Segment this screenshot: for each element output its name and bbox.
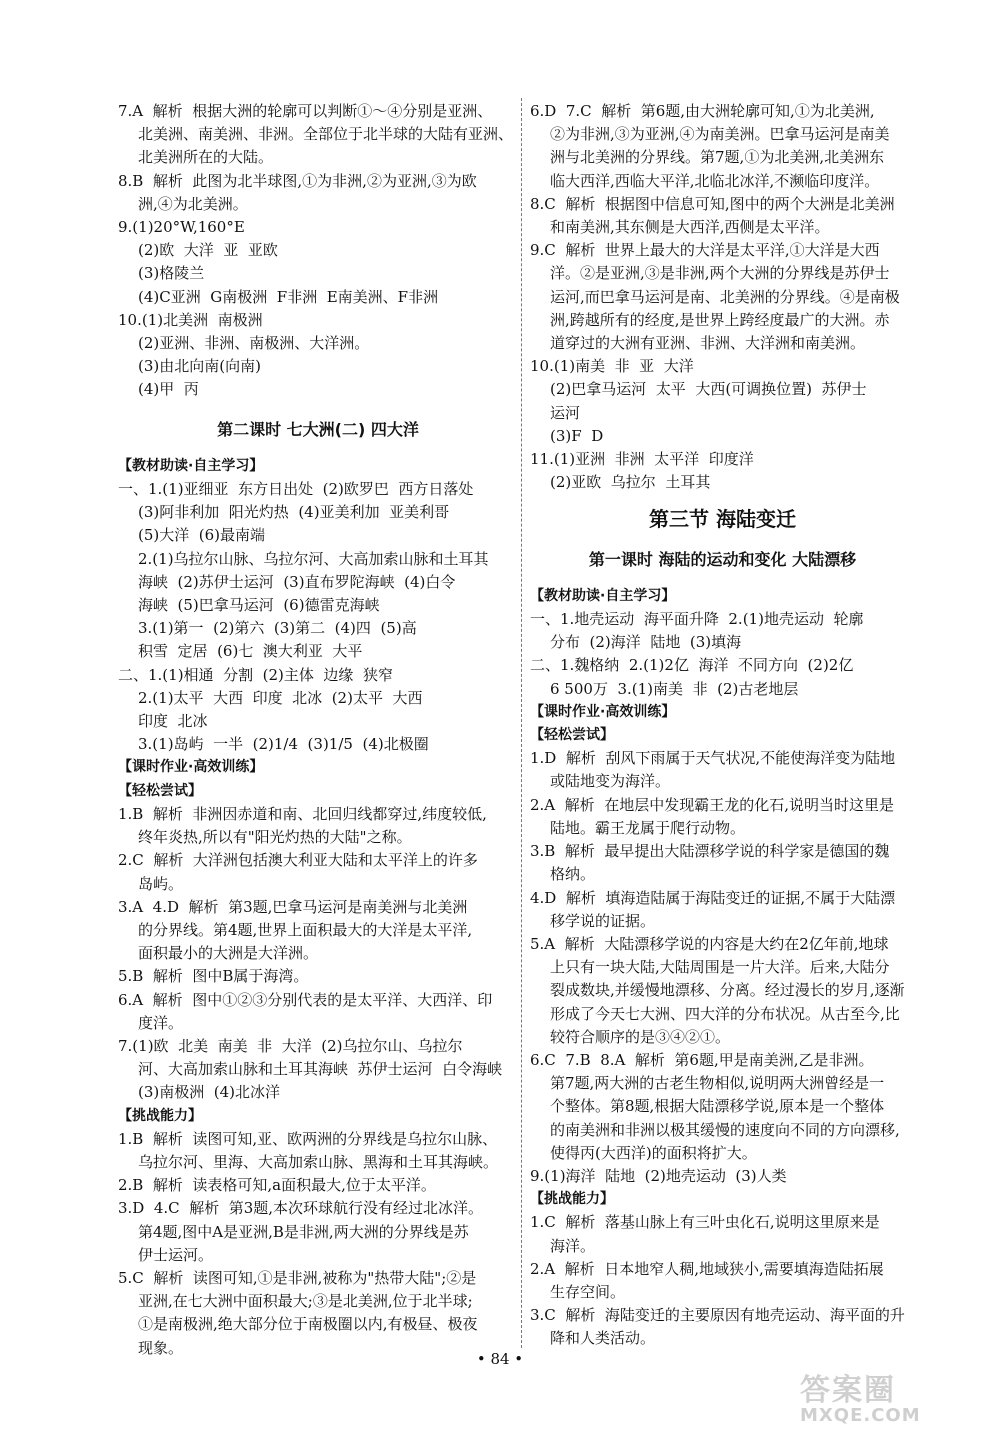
section-heading: 第三节 海陆变迁 bbox=[649, 507, 796, 532]
text-line: 一、1.地壳运动 海平面升降 2.(1)地壳运动 轮廓 bbox=[530, 610, 864, 629]
text-line: 9.C 解析 世界上最大的大洋是太平洋,①大洋是大西 bbox=[530, 241, 880, 260]
text-line: (2)亚欧 乌拉尔 土耳其 bbox=[550, 473, 711, 492]
text-line: 二、1.(1)相通 分割 (2)主体 边缘 狭窄 bbox=[118, 665, 393, 684]
text-line: 临大西洋,西临大平洋,北临北冰洋,不濒临印度洋。 bbox=[550, 171, 880, 190]
block-label: 【课时作业·高效训练】 bbox=[530, 703, 676, 720]
text-line: 河、大高加索山脉和土耳其海峡 苏伊士运河 白令海峡 bbox=[138, 1060, 503, 1079]
text-line: 5.C 解析 读图可知,①是非洲,被称为"热带大陆";②是 bbox=[118, 1268, 477, 1287]
text-line: 洲,④为北美洲。 bbox=[138, 194, 248, 213]
text-line: 3.C 解析 海陆变迁的主要原因有地壳运动、海平面的升 bbox=[530, 1306, 905, 1325]
block-label: 【轻松尝试】 bbox=[530, 727, 614, 744]
text-line: 7.(1)欧 北美 南美 非 大洋 (2)乌拉尔山、乌拉尔 bbox=[118, 1036, 463, 1055]
block-label: 【挑战能力】 bbox=[118, 1107, 202, 1124]
text-line: 积雪 定居 (6)七 澳大利亚 大平 bbox=[138, 642, 363, 661]
text-line: 海洋。 bbox=[550, 1236, 596, 1255]
text-line: 3.A 4.D 解析 第3题,巴拿马运河是南美洲与北美洲 bbox=[118, 897, 468, 916]
text-line: 1.B 解析 读图可知,亚、欧两洲的分界线是乌拉尔山脉、 bbox=[118, 1129, 498, 1148]
text-line: 2.A 解析 在地层中发现霸王龙的化石,说明当时这里是 bbox=[530, 795, 894, 814]
text-line: (3)格陵兰 bbox=[138, 264, 205, 283]
block-label: 【教材助读·自主学习】 bbox=[118, 457, 264, 474]
text-line: 陆地。霸王龙属于爬行动物。 bbox=[550, 818, 746, 837]
text-line: 和南美洲,其东侧是大西洋,西侧是太平洋。 bbox=[550, 218, 830, 237]
text-line: 5.A 解析 大陆漂移学说的内容是大约在2亿年前,地球 bbox=[530, 934, 889, 953]
text-line: 6.C 7.B 8.A 解析 第6题,甲是南美洲,乙是非洲。 bbox=[530, 1050, 874, 1069]
text-line: 第4题,图中A是亚洲,B是非洲,两大洲的分界线是苏 bbox=[138, 1222, 469, 1241]
text-line: 降和人类活动。 bbox=[550, 1329, 656, 1348]
lesson-heading: 第二课时 七大洲(二) 四大洋 bbox=[217, 419, 419, 439]
text-line: 洋。②是亚洲,③是非洲,两个大洲的分界线是苏伊士 bbox=[550, 264, 890, 283]
text-line: 一、1.(1)亚细亚 东方日出处 (2)欧罗巴 西方日落处 bbox=[118, 480, 474, 499]
text-line: 2.(1)乌拉尔山脉、乌拉尔河、大高加索山脉和土耳其 bbox=[138, 549, 489, 568]
block-label: 【挑战能力】 bbox=[530, 1191, 614, 1208]
text-line: (4)C亚洲 G南极洲 F非洲 E南美洲、F非洲 bbox=[138, 287, 439, 306]
text-line: ①是南极洲,绝大部分位于南极圈以内,有极昼、极夜 bbox=[138, 1315, 478, 1334]
block-label: 【轻松尝试】 bbox=[118, 782, 202, 799]
text-line: 11.(1)亚洲 非洲 太平洋 印度洋 bbox=[530, 450, 754, 469]
text-line: 伊士运河。 bbox=[138, 1245, 214, 1264]
text-line: (2)巴拿马运河 太平 大西(可调换位置) 苏伊士 bbox=[550, 380, 867, 399]
text-line: 洲与北美洲的分界线。第7题,①为北美洲,北美洲东 bbox=[550, 148, 885, 167]
text-line: 上只有一块大陆,大陆周围是一片大洋。后来,大陆分 bbox=[550, 958, 890, 977]
text-line: 运河 bbox=[550, 403, 581, 422]
text-line: 印度 北冰 bbox=[138, 712, 208, 731]
text-line: 1.B 解析 非洲因赤道和南、北回归线都穿过,纬度较低, bbox=[118, 804, 487, 823]
text-line: 1.D 解析 刮风下雨属于天气状况,不能使海洋变为陆地 bbox=[530, 749, 896, 768]
text-line: 9.(1)海洋 陆地 (2)地壳运动 (3)人类 bbox=[530, 1166, 787, 1185]
text-line: 裂成数块,并缓慢地漂移、分离。经过漫长的岁月,逐渐 bbox=[550, 981, 905, 1000]
text-line: 道穿过的大洲有亚洲、非洲、大洋洲和南美洲。 bbox=[550, 334, 866, 353]
text-line: 洲,跨越所有的经度,是世界上跨经度最广的大洲。赤 bbox=[550, 310, 890, 329]
text-line: 7.A 解析 根据大洲的轮廓可以判断①～④分别是亚洲、 bbox=[118, 102, 493, 120]
text-line: 3.(1)第一 (2)第六 (3)第二 (4)四 (5)高 bbox=[138, 619, 417, 638]
text-line: (3)阿非利加 阳光灼热 (4)亚美利加 亚美利哥 bbox=[138, 503, 450, 522]
watermark-title: 答案圈 bbox=[800, 1373, 896, 1408]
text-line: 第7题,两大洲的古老生物相似,说明两大洲曾经是一 bbox=[550, 1074, 885, 1093]
text-line: 3.B 解析 最早提出大陆漂移学说的科学家是德国的魏 bbox=[530, 842, 890, 861]
lesson-heading: 第一课时 海陆的运动和变化 大陆漂移 bbox=[588, 549, 857, 569]
text-line: ②为非洲,③为亚洲,④为南美洲。巴拿马运河是南美 bbox=[550, 125, 890, 144]
text-line: 8.B 解析 此图为北半球图,①为非洲,②为亚洲,③为欧 bbox=[118, 171, 477, 190]
text-line: 2.(1)太平 大西 印度 北冰 (2)太平 大西 bbox=[138, 688, 423, 707]
watermark-logo bbox=[800, 1365, 921, 1426]
block-label: 【教材助读·自主学习】 bbox=[530, 587, 676, 604]
text-line: 10.(1)北美洲 南极洲 bbox=[118, 310, 263, 329]
text-line: (2)欧 大洋 亚 亚欧 bbox=[138, 241, 278, 260]
text-line: 亚洲,在七大洲中面积最大;③是北美洲,位于北半球; bbox=[138, 1292, 473, 1311]
text-line: 3.(1)岛屿 一半 (2)1/4 (3)1/5 (4)北极圈 bbox=[138, 735, 429, 754]
text-line: (3)由北向南(向南) bbox=[138, 357, 261, 376]
text-line: 6.D 7.C 解析 第6题,由大洲轮廓可知,①为北美洲, bbox=[530, 102, 875, 120]
text-line: 6.A 解析 图中①②③分别代表的是太平洋、大西洋、印 bbox=[118, 990, 493, 1009]
text-line: 9.(1)20°W,160°E bbox=[118, 218, 245, 237]
text-line: 移学说的证据。 bbox=[550, 911, 656, 930]
page-number: • 84 • bbox=[476, 1350, 524, 1368]
text-line: 的南美洲和非洲以极其缓慢的速度向不同的方向漂移, bbox=[550, 1120, 900, 1139]
text-line: (5)大洋 (6)最南端 bbox=[138, 526, 266, 545]
text-line: 现象。 bbox=[138, 1338, 184, 1357]
text-line: 生存空间。 bbox=[550, 1282, 626, 1301]
text-line: 3.D 4.C 解析 第3题,本次环球航行没有经过北冰洋。 bbox=[118, 1199, 484, 1218]
text-line: 1.C 解析 落基山脉上有三叶虫化石,说明这里原来是 bbox=[530, 1213, 880, 1232]
text-line: 终年炎热,所以有"阳光灼热的大陆"之称。 bbox=[138, 828, 412, 847]
text-line: (4)甲 丙 bbox=[138, 380, 199, 399]
text-line: 使得丙(大西洋)的面积将扩大。 bbox=[550, 1143, 757, 1162]
text-line: 海峡 (2)苏伊士运河 (3)直布罗陀海峡 (4)白令 bbox=[138, 572, 456, 591]
text-line: 2.B 解析 读表格可知,a面积最大,位于太平洋。 bbox=[118, 1176, 436, 1195]
text-line: (3)南极洲 (4)北冰洋 bbox=[138, 1083, 281, 1102]
watermark-url: MXQE.COM bbox=[800, 1405, 921, 1426]
text-line: (3)F D bbox=[550, 426, 604, 445]
text-line: 海峡 (5)巴拿马运河 (6)德雷克海峡 bbox=[138, 596, 380, 615]
text-line: 北美洲所在的大陆。 bbox=[138, 148, 274, 167]
text-line: 分布 (2)海洋 陆地 (3)填海 bbox=[550, 633, 742, 652]
text-line: 4.D 解析 填海造陆属于海陆变迁的证据,不属于大陆漂 bbox=[530, 888, 896, 907]
text-line: 二、1.魏格纳 2.(1)2亿 海洋 不同方向 (2)2亿 bbox=[530, 656, 854, 675]
text-line: 或陆地变为海洋。 bbox=[550, 772, 671, 791]
text-line: 较符合顺序的是③④②①。 bbox=[550, 1027, 731, 1046]
left-column bbox=[118, 100, 518, 1360]
text-line: 2.A 解析 日本地窄人稠,地域狭小,需要填海造陆拓展 bbox=[530, 1259, 884, 1278]
text-line: 岛屿。 bbox=[138, 874, 184, 893]
text-line: 格纳。 bbox=[550, 865, 596, 884]
text-line: (2)亚洲、非洲、南极洲、大洋洲。 bbox=[138, 334, 370, 353]
text-line: 度洋。 bbox=[138, 1013, 184, 1032]
text-line: 运河,而巴拿马运河是南、北美洲的分界线。④是南极 bbox=[550, 287, 900, 306]
block-label: 【课时作业·高效训练】 bbox=[118, 759, 264, 776]
text-line: 面积最小的大洲是大洋洲。 bbox=[138, 944, 319, 963]
text-line: 乌拉尔河、里海、大高加索山脉、黑海和土耳其海峡。 bbox=[138, 1152, 499, 1171]
text-line: 5.B 解析 图中B属于海湾。 bbox=[118, 967, 309, 986]
text-line: 2.C 解析 大洋洲包括澳大利亚大陆和太平洋上的许多 bbox=[118, 851, 478, 870]
text-line: 形成了今天七大洲、四大洋的分布状况。从古至今,比 bbox=[550, 1004, 900, 1023]
text-line: 8.C 解析 根据图中信息可知,图中的两个大洲是北美洲 bbox=[530, 194, 895, 213]
right-column bbox=[530, 100, 915, 1351]
text-line: 个整体。第8题,根据大陆漂移学说,原本是一个整体 bbox=[550, 1097, 885, 1116]
text-line: 的分界线。第4题,世界上面积最大的大洋是太平洋, bbox=[138, 920, 473, 939]
text-line: 10.(1)南美 非 亚 大洋 bbox=[530, 357, 694, 376]
text-line: 6 500万 3.(1)南美 非 (2)古老地层 bbox=[550, 679, 799, 698]
column-divider bbox=[521, 98, 522, 1348]
text-line: 北美洲、南美洲、非洲。全部位于北半球的大陆有亚洲、 bbox=[138, 125, 514, 144]
